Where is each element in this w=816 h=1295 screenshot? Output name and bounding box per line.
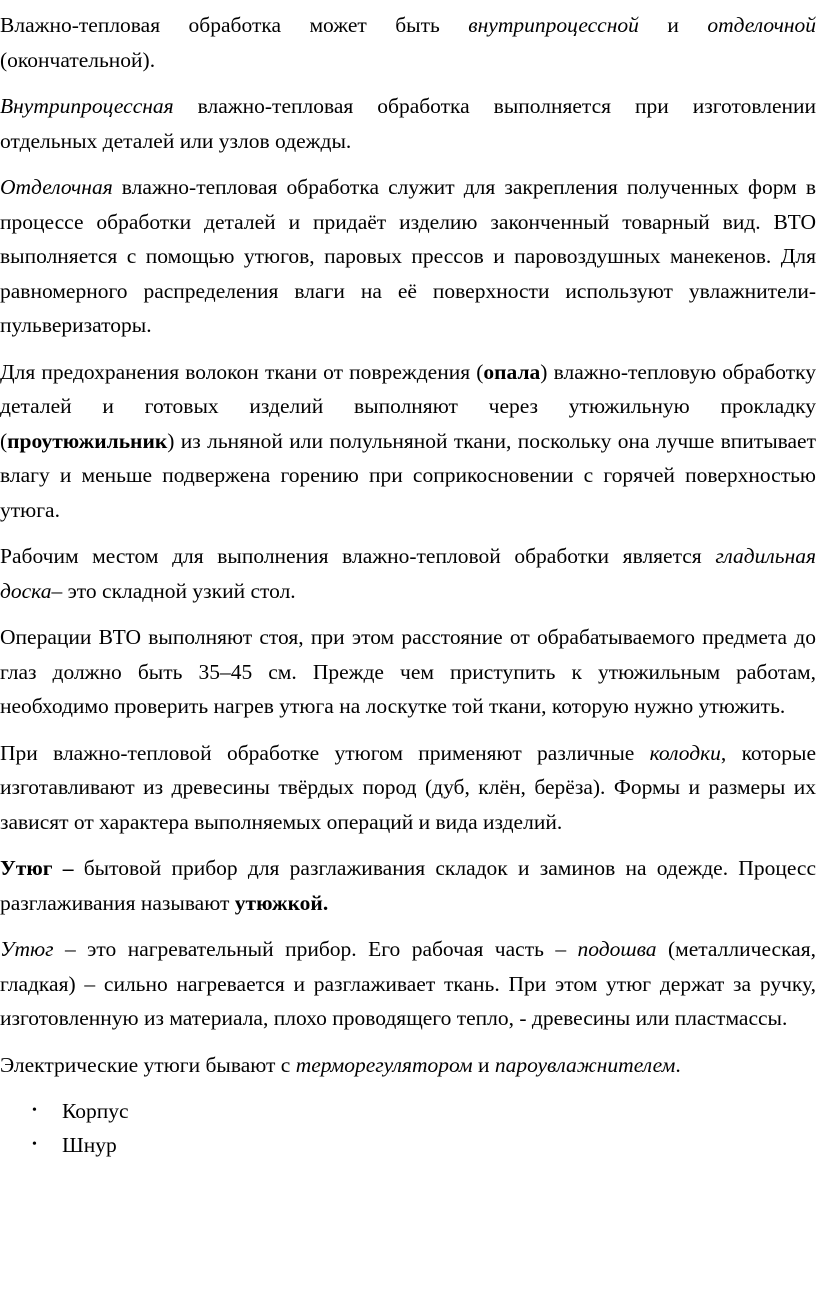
text: , которые изготавливают из древесины твёрдых пород (дуб, клён, берёза). Формы и размеры их зависят от характера выполняемых операций и вида изделий. [0, 740, 816, 834]
term-opal: опала [483, 359, 541, 384]
text: – это складной узкий стол. [51, 578, 296, 603]
paragraph-iron-definition [0, 851, 816, 920]
text: Влажно-тепловая обработка может быть [0, 13, 469, 37]
paragraph-blocks [0, 736, 816, 840]
term-thermostat: терморегулятором [295, 1052, 473, 1077]
term-iron: Утюг [0, 937, 54, 961]
list-item [0, 1128, 816, 1162]
paragraph-operations [0, 620, 816, 724]
parts-list [0, 1094, 816, 1162]
text: Рабочим местом для выполнения влажно-тепловой обработки является [0, 544, 716, 568]
paragraph-protection [0, 355, 816, 528]
paragraph-electric-irons [0, 1048, 816, 1083]
text: – это нагревательный прибор. Его рабочая часть – [53, 937, 578, 961]
term-blocks: колодки [649, 740, 721, 765]
text: ) влажно-тепловую обработку деталей и готовых изделий выполняют через утюжильную прокладку ( [0, 359, 816, 453]
text: Электрические утюги бывают с [0, 1052, 296, 1077]
paragraph-wto-types [0, 8, 816, 77]
paragraph-iron-description [0, 932, 816, 1036]
text: и [472, 1052, 495, 1077]
text: (окончательной). [0, 47, 156, 72]
text: . [675, 1052, 681, 1077]
text: влажно-тепловая обработка служит для закрепления полученных форм в процессе обработки деталей и придаёт изделию законченный товарный вид. ВТО выполняется с помощью утюгов, паровых прессов и паровоздушных манекенов. Для равномерного распределения влаги на её поверхности используют увлажнители-пульверизаторы. [0, 175, 816, 337]
term-soleplate: подошва [577, 937, 657, 961]
term-ironing: утюжкой. [234, 890, 329, 915]
text: Для предохранения волокон ткани от повреждения ( [0, 359, 484, 384]
term-iron: Утюг – [0, 856, 74, 880]
term-intraprocess: внутрипроцессной [468, 13, 639, 37]
term-steam-humidifier: пароувлажнителем [494, 1052, 676, 1077]
text: бытовой прибор для разглаживания складок и заминов на одежде. Процесс разглаживания называют [0, 856, 816, 915]
term-intraprocess: Внутрипроцессная [0, 94, 174, 118]
list-item-label: Шнур [62, 1133, 117, 1157]
text: Операции ВТО выполняют стоя, при этом расстояние от обрабатываемого предмета до глаз должно быть 35–45 см. Прежде чем приступить к утюжильным работам, необходимо проверить нагрев утюга на лоскутке той ткани, которую нужно утюжить. [0, 625, 816, 718]
paragraph-intraprocess [0, 89, 816, 158]
term-finishing: Отделочная [0, 175, 113, 199]
paragraph-workplace [0, 539, 816, 608]
term-finishing: отделочной [707, 13, 816, 37]
paragraph-finishing [0, 170, 816, 343]
list-item-label: Корпус [62, 1099, 129, 1123]
bullet-icon: • [32, 1103, 37, 1118]
term-ironing-board: гладильная доска [0, 544, 816, 603]
text: (металлическая, гладкая) – сильно нагревается и разглаживает ткань. При этом утюг держат за ручку, изготовленную из материала, плохо проводящего тепло, - древесины или пластмассы. [0, 937, 816, 1030]
text: и [638, 13, 708, 37]
text: При влажно-тепловой обработке утюгом применяют различные [0, 740, 650, 765]
text: влажно-тепловая обработка выполняется при изготовлении отдельных деталей или узлов одежды. [0, 94, 816, 153]
term-pressing-cloth: проутюжильник [7, 428, 168, 453]
text: ) из льняной или полульняной ткани, поскольку она лучше впитывает влагу и меньше подвержена горению при соприкосновении с горячей поверхностью утюга. [0, 428, 816, 522]
list-item [0, 1094, 816, 1128]
bullet-icon: • [32, 1137, 37, 1152]
